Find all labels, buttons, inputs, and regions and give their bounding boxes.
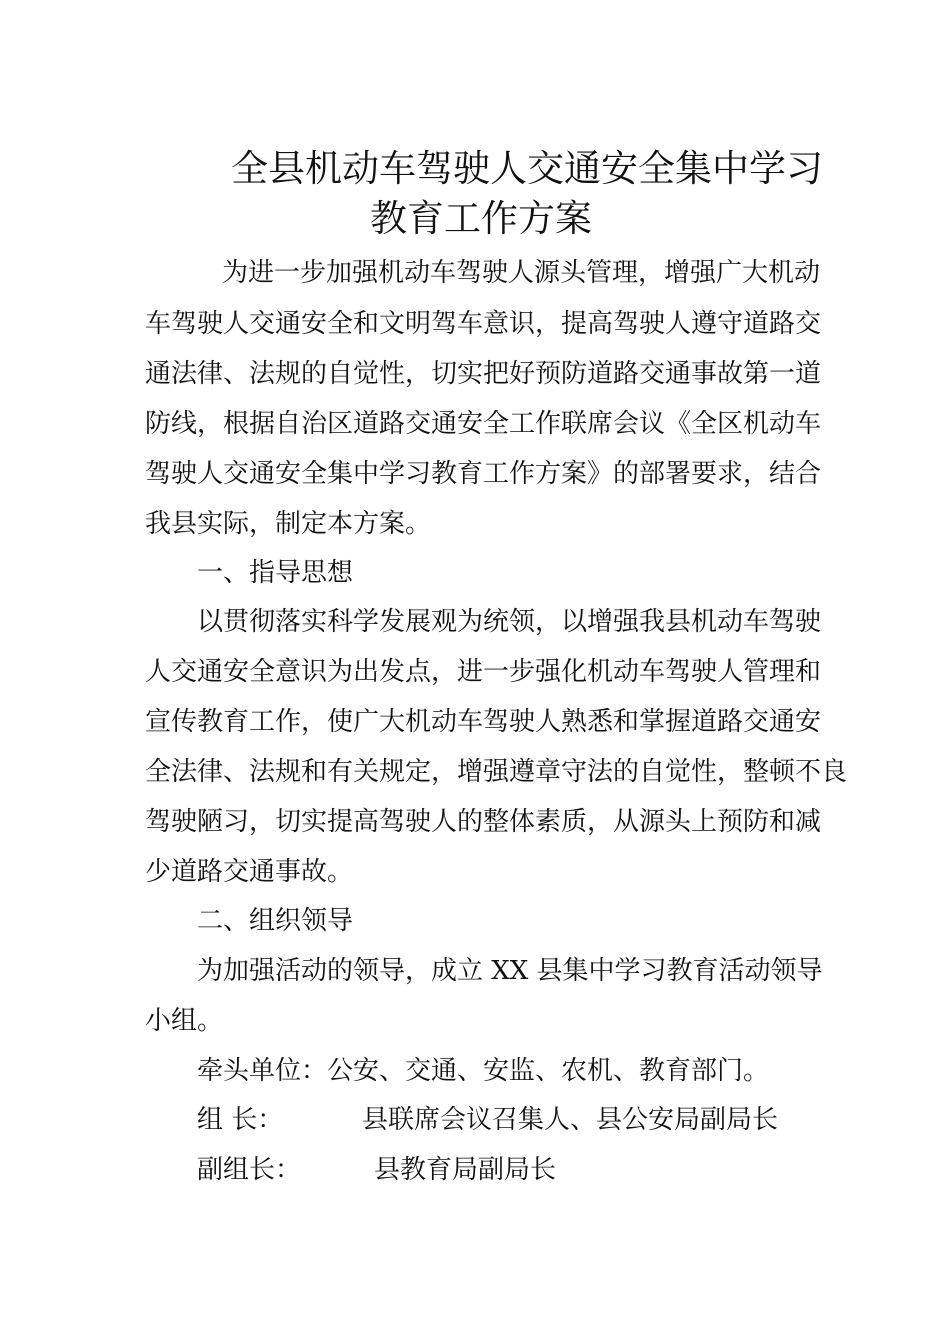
- section2-line: 为加强活动的领导，成立 XX 县集中学习教育活动领导: [197, 956, 823, 986]
- section1-line: 少道路交通事故。: [145, 857, 354, 887]
- leader-label: 组 长：: [197, 1105, 284, 1135]
- section1-line: 人交通安全意识为出发点，进一步强化机动车驾驶人管理和: [145, 657, 822, 687]
- leader-value: 县联席会议召集人、县公安局副局长: [362, 1105, 779, 1135]
- section1-line: 以贯彻落实科学发展观为统领，以增强我县机动车驾驶: [197, 607, 822, 637]
- intro-line: 我县实际，制定本方案。: [145, 509, 432, 539]
- intro-line: 为进一步加强机动车驾驶人源头管理，增强广大机动: [222, 258, 821, 288]
- section-heading-organization: 二、组织领导: [197, 906, 354, 936]
- document-title-line-1: 全县机动车驾驶人交通安全集中学习: [231, 147, 823, 190]
- intro-line: 通法律、法规的自觉性，切实把好预防道路交通事故第一道: [145, 359, 822, 389]
- intro-line: 车驾驶人交通安全和文明驾车意识，提高驾驶人遵守道路交: [145, 309, 822, 339]
- deputy-leader-label: 副组长：: [197, 1155, 302, 1185]
- section1-line: 宣传教育工作，使广大机动车驾驶人熟悉和掌握道路交通安: [145, 707, 822, 737]
- section-heading-guiding-ideology: 一、指导思想: [197, 558, 354, 588]
- intro-line: 防线，根据自治区道路交通安全工作联席会议《全区机动车: [145, 409, 822, 439]
- intro-line: 驾驶人交通安全集中学习教育工作方案》的部署要求，结合: [145, 459, 822, 489]
- section1-line: 驾驶陋习，切实提高驾驶人的整体素质，从源头上预防和减: [145, 807, 822, 837]
- section2-line: 小组。: [145, 1006, 224, 1036]
- deputy-leader-value: 县教育局副局长: [374, 1155, 557, 1185]
- lead-units: 牵头单位：公安、交通、安监、农机、教育部门。: [197, 1056, 770, 1086]
- document-title-line-2: 教育工作方案: [370, 197, 592, 240]
- section1-line: 全法律、法规和有关规定，增强遵章守法的自觉性，整顿不良: [145, 757, 848, 787]
